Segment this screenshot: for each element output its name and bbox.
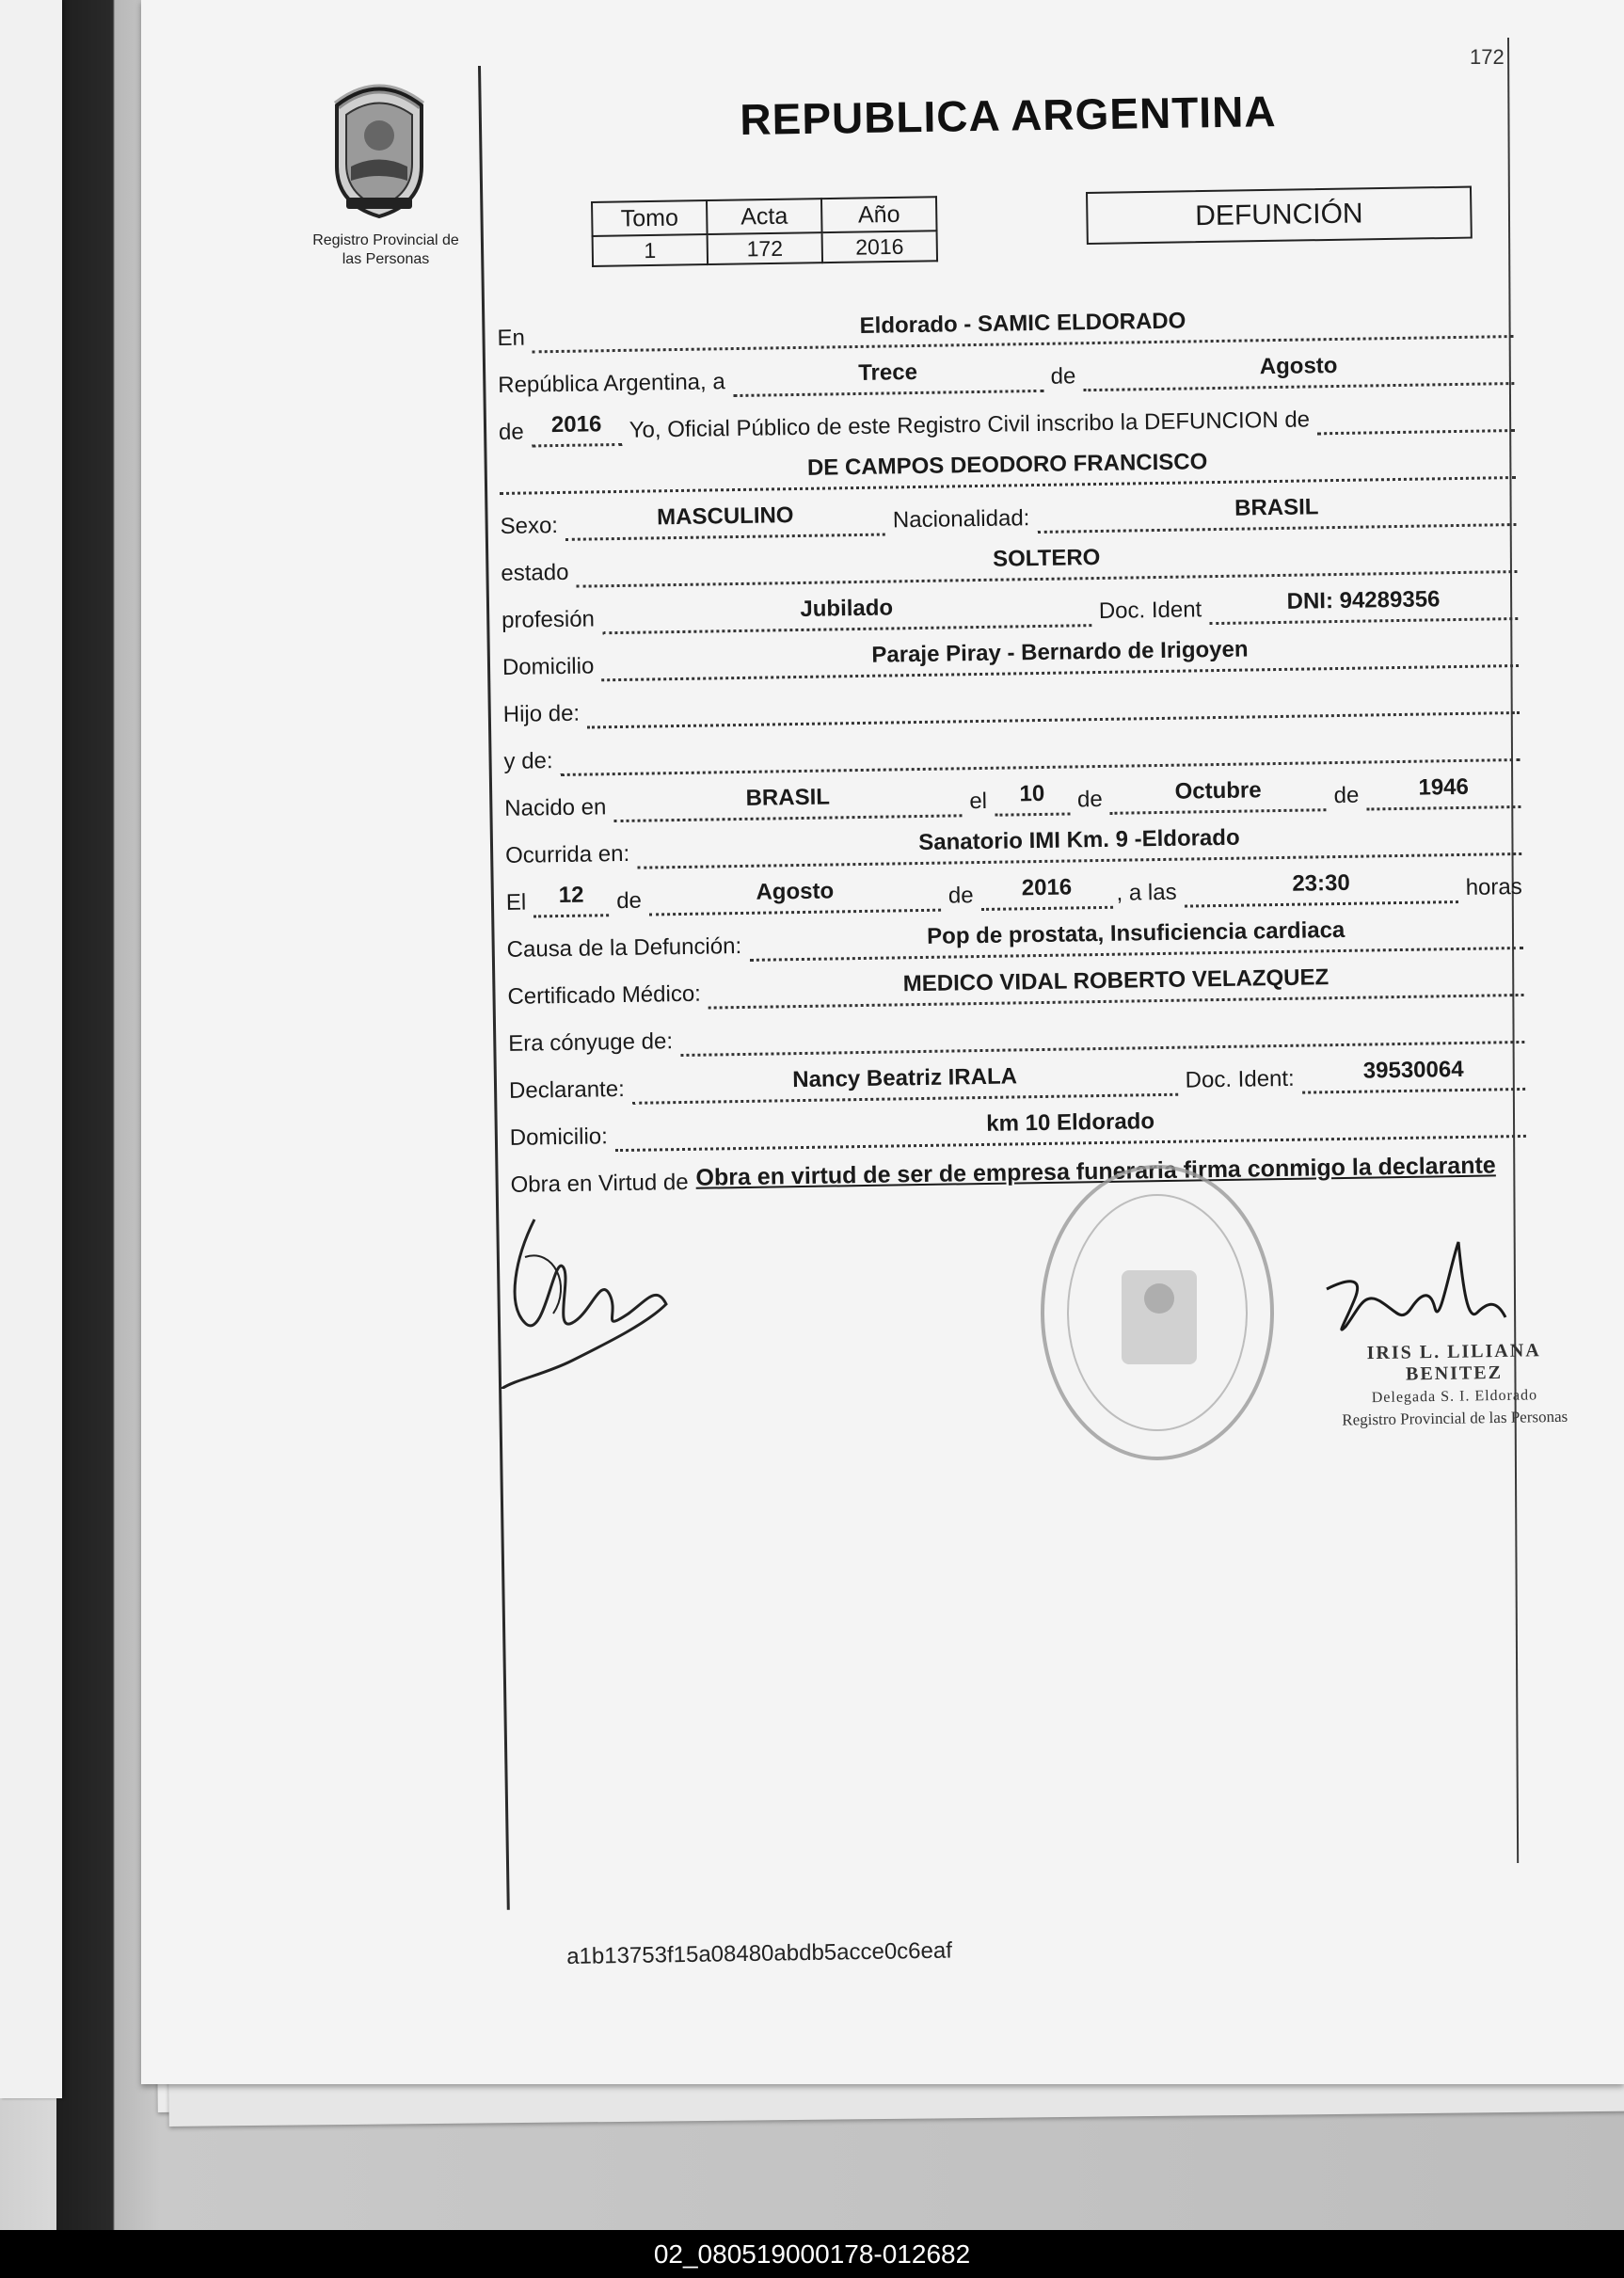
blank-field	[1317, 391, 1516, 435]
declarant-signature-icon	[497, 1201, 685, 1389]
birthplace-field: BRASIL	[613, 776, 963, 822]
field-label: , a las	[1116, 879, 1177, 906]
profession-field: Jubilado	[601, 586, 1091, 634]
field-label: de	[616, 887, 643, 915]
official-role: Delegada S. I. Eldorado	[1371, 1387, 1538, 1407]
deceased-name-field: DE CAMPOS DEODORO FRANCISCO	[499, 438, 1516, 495]
day-field: Trece	[732, 352, 1043, 397]
death-year-field: 2016	[980, 868, 1113, 911]
death-time-field: 23:30	[1184, 863, 1458, 908]
certificate-field: MEDICO VIDAL ROBERTO VELAZQUEZ	[708, 956, 1523, 1010]
cause-field: Pop de prostata, Insuficiencia cardiaca	[749, 909, 1523, 962]
official-seal-icon	[1035, 1157, 1280, 1468]
year-field: 2016	[531, 406, 622, 448]
field-label: El	[505, 889, 527, 916]
birth-month-field: Octubre	[1109, 771, 1327, 815]
official-org: Registro Provincial de las Personas	[1342, 1407, 1568, 1429]
province-crest-icon	[318, 77, 440, 218]
official-signature-icon	[1317, 1233, 1534, 1355]
document-hash: a1b13753f15a08480abdb5acce0c6eaf	[566, 1937, 953, 1969]
field-label: Causa de la Defunción:	[506, 932, 742, 963]
field-label: de	[1050, 363, 1076, 390]
place-field: Eldorado - SAMIC ELDORADO	[532, 297, 1513, 353]
registry-label-line1: Registro Provincial de	[312, 232, 459, 248]
registry-label	[282, 231, 489, 269]
field-label: Nacionalidad:	[892, 505, 1030, 534]
death-certificate-page	[141, 0, 1624, 2084]
official-name: IRIS L. LILIANA BENITEZ	[1366, 1340, 1541, 1385]
field-label: Doc. Ident:	[1185, 1065, 1295, 1093]
field-label: y de:	[503, 748, 553, 774]
table-cell-acta: 172	[708, 232, 822, 264]
country-title: REPUBLICA ARGENTINA	[740, 87, 1277, 144]
occurred-field: Sanatorio IMI Km. 9 -Eldorado	[637, 815, 1521, 869]
remarks-field: Obra en virtud de ser de empresa funeraria firma conmigo la declarante	[695, 1152, 1496, 1191]
field-label: Certificado Médico:	[507, 980, 702, 1010]
field-label: Domicilio:	[509, 1123, 609, 1151]
field-label: Domicilio	[502, 653, 595, 680]
official-block	[1317, 1339, 1591, 1430]
field-label: Nacido en	[504, 794, 607, 821]
field-label: Era cónyuge de:	[508, 1028, 674, 1057]
birth-year-field: 1946	[1366, 768, 1521, 811]
certificate-form	[497, 295, 1522, 1198]
field-label: Declarante:	[508, 1075, 625, 1104]
record-reference-table	[591, 196, 938, 267]
field-label: Hijo de:	[502, 700, 581, 727]
field-label: de	[947, 883, 974, 909]
field-label: República Argentina, a	[498, 369, 725, 398]
month-field: Agosto	[1083, 344, 1514, 391]
declarant-domicile-field: km 10 Eldorado	[614, 1097, 1526, 1152]
field-label: el	[969, 788, 988, 815]
field-label: Sexo:	[500, 513, 559, 539]
nationality-field: BRASIL	[1037, 486, 1517, 534]
field-label: En	[497, 325, 526, 351]
sex-field: MASCULINO	[565, 496, 886, 541]
field-label: estado	[501, 559, 569, 586]
field-label: horas	[1465, 873, 1522, 900]
field-label: Doc. Ident	[1098, 597, 1202, 624]
inscribo-text: Yo, Oficial Público de este Registro Civil inscribo la DEFUNCION de	[629, 406, 1311, 443]
table-header: Año	[821, 197, 937, 232]
field-label: profesión	[501, 606, 596, 633]
doc-ident-field: DNI: 94289356	[1209, 580, 1518, 625]
field-label: Ocurrida en:	[504, 840, 630, 868]
field-label: Obra en Virtud de	[510, 1169, 689, 1198]
marital-status-field: SOLTERO	[576, 533, 1517, 588]
declarant-doc-field: 39530064	[1301, 1050, 1525, 1094]
table-header: Acta	[707, 199, 822, 234]
birth-day-field: 10	[995, 775, 1071, 817]
field-label: de	[1076, 786, 1103, 813]
record-type-box: DEFUNCIÓN	[1086, 186, 1473, 245]
page-number: 172	[1470, 45, 1505, 69]
death-month-field: Agosto	[648, 871, 941, 916]
adjacent-sheet	[0, 0, 62, 2098]
field-label: de	[498, 419, 524, 445]
domicile-field: Paraje Piray - Bernardo de Irigoyen	[601, 627, 1519, 681]
table-header: Tomo	[592, 200, 708, 236]
scan-id: 02_080519000178-012682	[653, 2239, 971, 2269]
table-cell-tomo: 1	[593, 234, 708, 266]
registry-label-line2: las Personas	[342, 251, 430, 267]
field-label: de	[1333, 782, 1360, 809]
declarant-field: Nancy Beatriz IRALA	[631, 1056, 1178, 1105]
death-day-field: 12	[533, 876, 610, 917]
table-cell-ano: 2016	[822, 231, 937, 263]
